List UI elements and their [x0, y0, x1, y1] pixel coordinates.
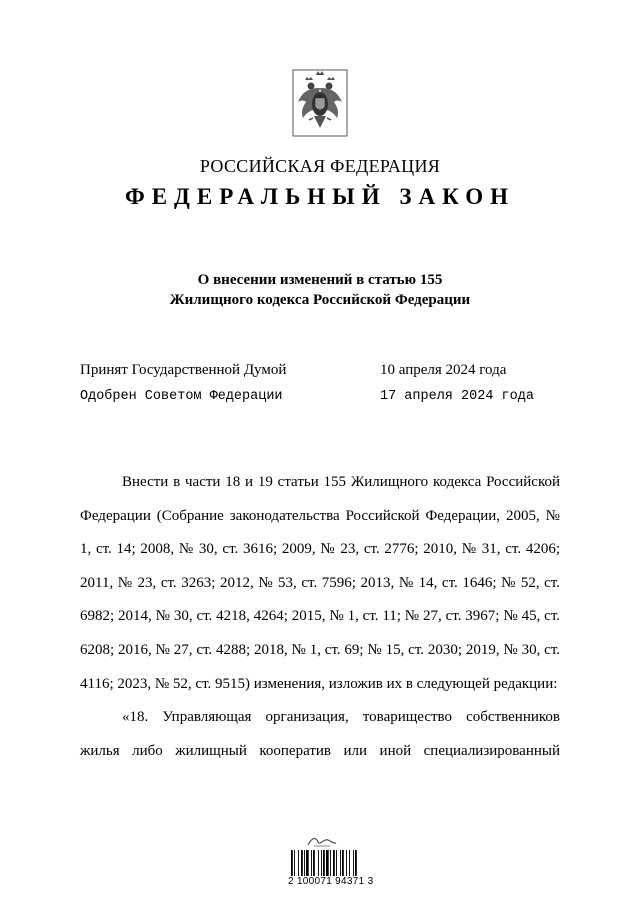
law-title-line-2: Жилищного кодекса Российской Федерации	[169, 292, 471, 308]
document-type: ФЕДЕРАЛЬНЫЙ ЗАКОН	[124, 184, 516, 209]
law-title	[0, 270, 640, 310]
duma-adoption-date: 10 апреля 2024 года	[380, 362, 507, 378]
coat-of-arms-icon	[289, 66, 351, 138]
barcode-icon	[290, 850, 372, 876]
barcode-number: 2 100071 94371 3	[288, 876, 374, 887]
law-body	[80, 466, 560, 768]
body-paragraph-1: Внести в части 18 и 19 статьи 155 Жилищного кодекса Российской Федерации (Собрание законодательства Российской Федерации, 2005, № 1, ст. 14; 2008, № 30, ст. 3616; 2009, № 23, ст. 2776; 2010, № 31, ст. 4206; 2011, № 23, ст. 3263; 2012, № 53, ст. 7596; 2013, № 14, ст. 1646; № 52, ст. 6982; 2014, № 30, ст. 4218, 4264; 2015, № 1, ст. 11; № 27, ст. 3967; № 45, ст. 6208; 2016, № 27, ст. 4288; 2018, № 1, ст. 69; № 15, ст. 2030; 2019, № 30, ст. 4116; 2023, № 52, ст. 9515) изменения, изложив их в следующей редакции:	[80, 474, 560, 692]
council-approval-date: 17 апреля 2024 года	[380, 389, 534, 404]
law-title-line-1: О внесении изменений в статью 155	[197, 272, 443, 288]
council-approval-label: Одобрен Советом Федерации	[80, 389, 283, 404]
body-paragraph-2: «18. Управляющая организация, товарищество собственников жилья либо жилищный кооператив или иной специализированный	[80, 709, 560, 759]
duma-adoption-label: Принят Государственной Думой	[80, 362, 287, 378]
country-name: РОССИЙСКАЯ ФЕДЕРАЦИЯ	[199, 156, 441, 176]
registration-mark	[302, 834, 342, 848]
